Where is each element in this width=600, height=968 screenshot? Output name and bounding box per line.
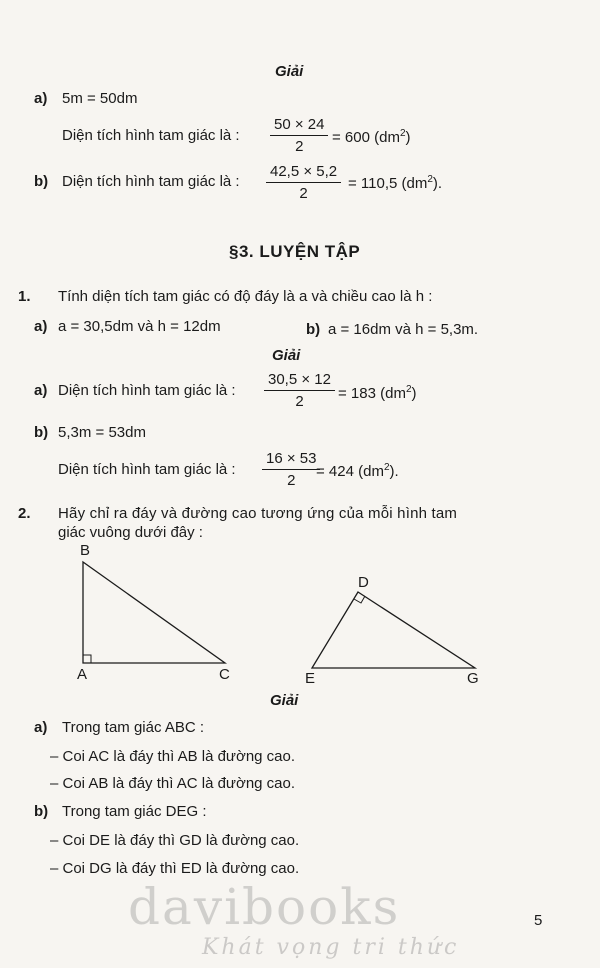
- solution-heading-1: Giải: [275, 63, 304, 80]
- item-a-label: a): [34, 90, 48, 107]
- solution-heading-3: Giải: [270, 692, 299, 709]
- exercise-2-b-label: b): [34, 803, 49, 820]
- watermark-logo: davibooks: [128, 878, 401, 936]
- fraction-1-numerator: 50 × 24: [270, 116, 328, 136]
- solution-1-a-label: a): [34, 382, 48, 399]
- exercise-1-b-label: b): [306, 321, 321, 338]
- exercise-2-a-label: a): [34, 719, 48, 736]
- fraction-2: [266, 163, 341, 204]
- exercise-2-a-line2: – Coi AB là đáy thì AC là đường cao.: [50, 775, 296, 792]
- triangle-abc-figure: [70, 550, 245, 685]
- exercise-1-b-text: a = 16dm và h = 5,3m.: [328, 321, 479, 338]
- fraction-1: [270, 116, 328, 157]
- item-b-label: b): [34, 173, 49, 190]
- result-2: [348, 175, 442, 192]
- section-title: §3. LUYỆN TẬP: [229, 242, 361, 261]
- triangle-deg-figure: [300, 580, 485, 680]
- vertex-label-g: G: [467, 670, 479, 687]
- result-2-exponent: 2: [427, 174, 433, 185]
- fraction-3-numerator: 30,5 × 12: [264, 371, 335, 391]
- triangle-abc: [83, 562, 225, 663]
- vertex-label-a: A: [77, 666, 88, 683]
- solution-1-b-text: Diện tích hình tam giác là :: [58, 461, 236, 478]
- vertex-label-d: D: [358, 574, 369, 591]
- vertex-label-e: E: [305, 670, 316, 687]
- exercise-1-prompt: Tính diện tích tam giác có độ đáy là a và chiều cao là h :: [58, 288, 433, 305]
- exercise-2-a-text: Trong tam giác ABC :: [62, 719, 205, 736]
- watermark-tagline: Khát vọng tri thức: [202, 935, 460, 960]
- exercise-2-prompt-line1: Hãy chỉ ra đáy và đường cao tương ứng của mỗi hình tam: [58, 505, 458, 522]
- fraction-2-numerator: 42,5 × 5,2: [266, 163, 341, 183]
- item-a-text: 5m = 50dm: [62, 90, 138, 107]
- result-1-exponent: 2: [399, 128, 406, 139]
- result-1-end: ): [405, 129, 411, 146]
- exercise-2-b-text: Trong tam giác DEG :: [62, 803, 207, 820]
- result-1-text: = 600 (dm: [332, 129, 400, 146]
- result-3-exponent: 2: [405, 384, 412, 395]
- vertex-label-b: B: [80, 542, 91, 559]
- exercise-2-prompt-line2: giác vuông dưới đây :: [58, 524, 203, 541]
- fraction-4-numerator: 16 × 53: [262, 450, 320, 470]
- right-angle-marker-a: [83, 655, 91, 663]
- fraction-4: [262, 450, 320, 491]
- fraction-1-denominator: 2: [295, 138, 304, 155]
- exercise-1-a-label: a): [34, 318, 48, 335]
- result-4-exponent: 2: [383, 462, 390, 473]
- exercise-2-a-line1: – Coi AC là đáy thì AB là đường cao.: [50, 748, 296, 765]
- vertex-label-c: C: [219, 666, 230, 683]
- solution-1-a-text: Diện tích hình tam giác là :: [58, 382, 236, 399]
- result-1: [332, 129, 411, 146]
- solution-heading-2: Giải: [272, 347, 301, 364]
- result-4: [316, 463, 399, 480]
- exercise-2-number: 2.: [18, 505, 31, 522]
- page-number: 5: [534, 912, 543, 929]
- exercise-1-number: 1.: [18, 288, 31, 305]
- solution-1-b-conversion: 5,3m = 53dm: [58, 424, 146, 441]
- fraction-4-denominator: 2: [287, 472, 296, 489]
- fraction-3-denominator: 2: [295, 393, 304, 410]
- solution-1-b-label: b): [34, 424, 49, 441]
- result-4-end: ).: [389, 463, 399, 480]
- fraction-3: [264, 371, 335, 412]
- exercise-1-a-text: a = 30,5dm và h = 12dm: [58, 318, 221, 335]
- area-text-2: Diện tích hình tam giác là :: [62, 173, 240, 190]
- result-2-end: ).: [432, 175, 443, 192]
- result-2-text: = 110,5 (dm: [348, 175, 428, 192]
- exercise-2-b-line1: – Coi DE là đáy thì GD là đường cao.: [50, 832, 300, 849]
- fraction-2-denominator: 2: [299, 185, 308, 202]
- area-text-1: Diện tích hình tam giác là :: [62, 127, 240, 144]
- triangle-deg: [312, 592, 475, 668]
- result-3-text: = 183 (dm: [338, 385, 406, 402]
- result-3-end: ): [411, 385, 417, 402]
- exercise-2-b-line2: – Coi DG là đáy thì ED là đường cao.: [50, 860, 300, 877]
- result-4-text: = 424 (dm: [316, 463, 384, 480]
- result-3: [338, 385, 417, 402]
